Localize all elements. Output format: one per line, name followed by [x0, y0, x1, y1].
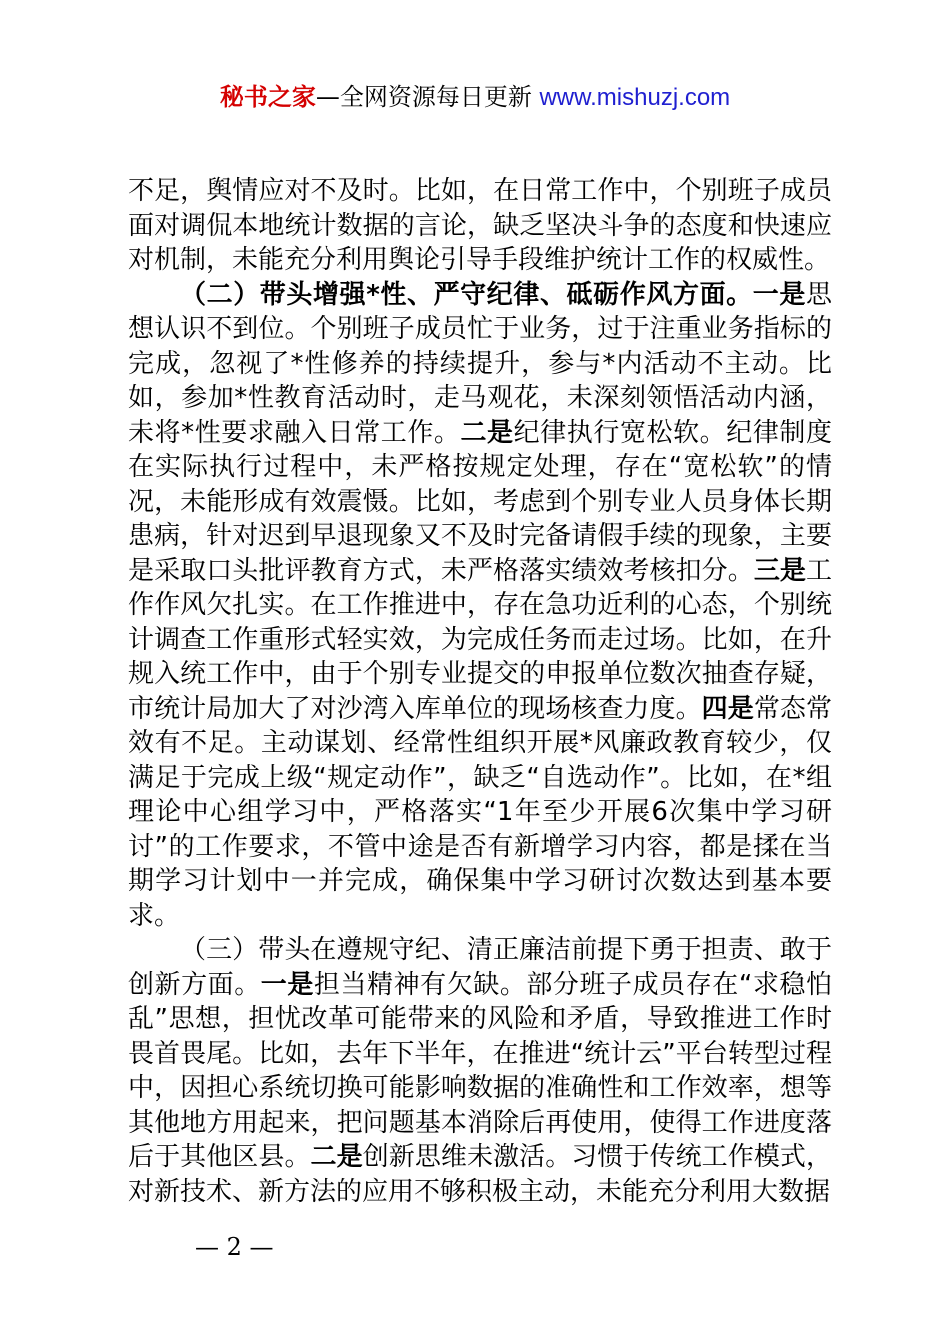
point-2-text: 创新思维未激活。习惯于传统工作模式，对新技术、新方法的应用不够积极主动，未能充分利用大数据	[128, 1142, 832, 1207]
point-2-lead: 二是	[460, 417, 514, 448]
brand-name: 秘书之家	[219, 83, 316, 111]
paragraph-2	[128, 278, 832, 934]
page-header	[0, 80, 950, 115]
paragraph-3	[128, 933, 832, 1209]
point-4-lead: 四是	[701, 693, 754, 724]
document-body	[128, 174, 832, 1209]
section-2-heading: （二）带头增强*性、严守纪律、砥砺作风方面。	[180, 279, 753, 310]
page-number: — 2 —	[195, 1233, 274, 1261]
header-slogan: —全网资源每日更新	[315, 83, 540, 111]
website-url[interactable]: www.mishuzj.com	[539, 84, 731, 111]
point-1-text: 思想认识不到位。个别班子成员忙于业务，过于注重业务指标的完成，忽视了*性修养的持续提升，参与*内活动不主动。比如，参加*性教育活动时，走马观花，未深刻领悟活动内涵，未将*性要求融入日常工作。	[128, 279, 832, 448]
point-3-text: 工作作风欠扎实。在工作推进中，存在急功近利的心态，个别统计调查工作重形式轻实效，为完成任务而走过场。比如，在升规入统工作中，由于个别专业提交的申报单位数次抽查存疑，市统计局加大了对沙湾入库单位的现场核查力度。	[128, 555, 832, 724]
section-3-heading: （三）带头在遵规守纪、清正廉洁前提下勇于担责、敢于创新方面。	[128, 935, 832, 1000]
point-1-lead: 一是	[260, 969, 314, 1000]
point-3-lead: 三是	[753, 555, 806, 586]
paragraph-1-text: 不足，舆情应对不及时。比如，在日常工作中，个别班子成员面对调侃本地统计数据的言论，缺乏坚决斗争的态度和快速应对机制，未能充分利用舆论引导手段维护统计工作的权威性。	[128, 176, 832, 275]
point-2-lead: 二是	[310, 1142, 363, 1172]
point-4-text: 常态常效有不足。主动谋划、经常性组织开展*风廉政教育较少，仅满足于完成上级“规定动作”，缺乏“自选动作”。比如，在*组理论中心组学习中，严格落实“1年至少开展6次集中学习研讨”的工作要求，不管中途是否有新增学习内容，都是揉在当期学习计划中一并完成，确保集中学习研讨次数达到基本要求。	[128, 693, 832, 931]
point-2-text: 纪律执行宽松软。纪律制度在实际执行过程中，未严格按规定处理，存在“宽松软”的情况，未能形成有效震慑。比如，考虑到个别专业人员身体长期患病，针对迟到早退现象又不及时完备请假手续的现象，主要是采取口头批评教育方式，未严格落实绩效考核扣分。	[128, 417, 832, 586]
paragraph-1	[128, 174, 832, 278]
point-1-text: 担当精神有欠缺。部分班子成员存在“求稳怕乱”思想，担忧改革可能带来的风险和矛盾，导致推进工作时畏首畏尾。比如，去年下半年，在推进“统计云”平台转型过程中，因担心系统切换可能影响数据的准确性和工作效率，想等其他地方用起来，把问题基本消除后再使用，使得工作进度落后于其他区县。	[128, 969, 832, 1172]
point-1-lead: 一是	[752, 279, 806, 310]
